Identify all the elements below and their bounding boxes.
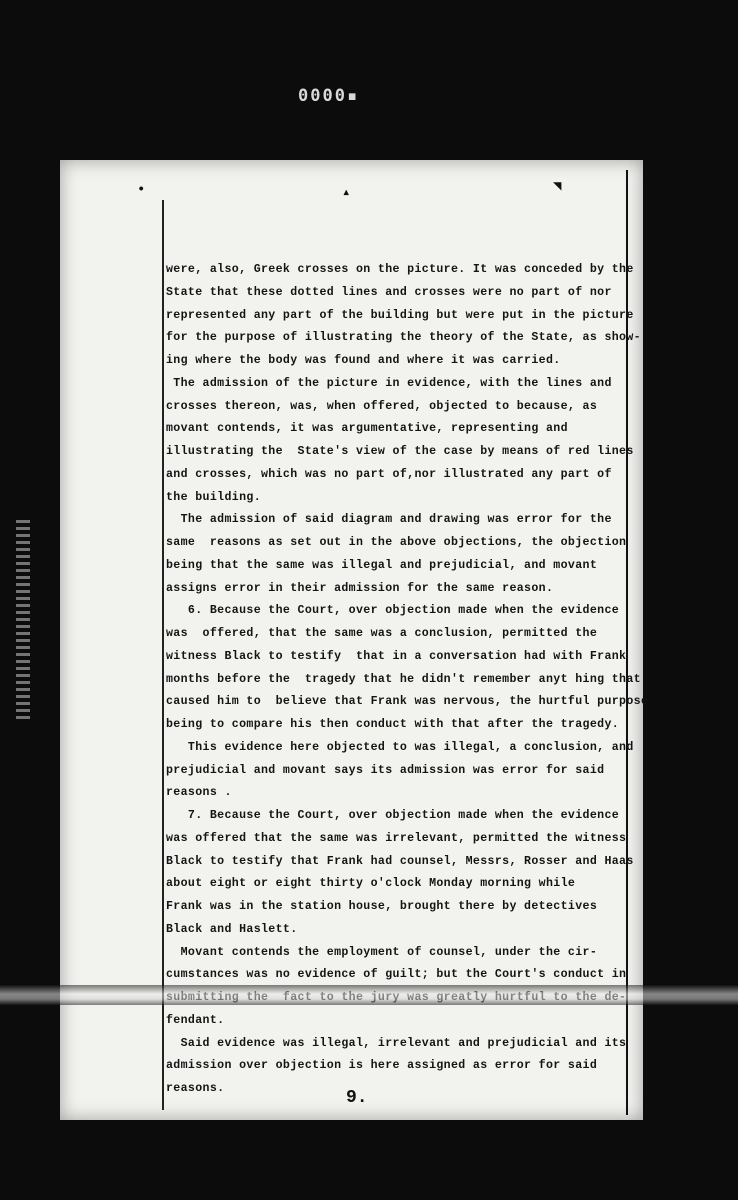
text-line: reasons. <box>166 1082 225 1095</box>
text-line: being that the same was illegal and prejudicial, and movant <box>166 558 598 572</box>
text-line: being to compare his then conduct with that after the tragedy. <box>166 718 620 731</box>
text-line: Frank was in the station house, brought there by detectives <box>166 900 598 913</box>
text-line: illustrating the State's view of the case by means of red lines <box>166 445 634 458</box>
ink-mark: ◥ <box>553 179 562 195</box>
text-line: about eight or eight thirty o'clock Monday morning while <box>166 877 576 891</box>
text-line: same reasons as set out in the above objections, the objection <box>166 536 627 549</box>
text-line: Movant contends the employment of counsel, under the cir- <box>166 945 598 959</box>
text-line: caused him to believe that Frank was nervous, the hurtful purpose <box>166 695 649 709</box>
text-line: the building. <box>166 490 261 504</box>
text-line: crosses thereon, was, when offered, objected to because, as <box>166 399 598 413</box>
text-line: Black and Haslett. <box>166 922 298 936</box>
margin-rule <box>162 200 164 1110</box>
text-line: for the purpose of illustrating the theory of the State, as show- <box>166 331 641 345</box>
film-edge-artifact <box>16 520 30 720</box>
text-line: assigns error in their admission for the same reason. <box>166 581 554 595</box>
ink-mark: ▴ <box>342 185 351 201</box>
text-line: ing where the body was found and where it was carried. <box>166 354 561 367</box>
text-line: represented any part of the building but were put in the picture <box>166 308 634 322</box>
text-line: State that these dotted lines and crosses were no part of nor <box>166 285 612 299</box>
text-line: 6. Because the Court, over objection made when the evidence <box>166 604 620 618</box>
text-line: and crosses, which was no part of,nor illustrated any part of <box>166 467 612 481</box>
text-line: The admission of the picture in evidence, with the lines and <box>166 376 612 390</box>
text-line: witness Black to testify that in a conversation had with Frank <box>166 649 627 663</box>
text-line: months before the tragedy that he didn't remember anyt hing that <box>166 672 641 686</box>
fold-band <box>0 985 738 1005</box>
text-line: This evidence here objected to was illegal, a conclusion, and <box>166 740 634 754</box>
text-line: movant contends, it was argumentative, representing and <box>166 422 568 436</box>
text-line: was offered that the same was irrelevant, permitted the witness <box>166 831 627 845</box>
punch-mark: • <box>137 182 146 198</box>
text-line: fendant. <box>166 1013 225 1027</box>
text-line: cumstances was no evidence of guilt; but the Court's conduct in <box>166 968 627 982</box>
text-line: reasons . <box>166 786 232 800</box>
text-line: Said evidence was illegal, irrelevant and prejudicial and its <box>166 1036 627 1050</box>
page-number: 9. <box>346 1088 368 1108</box>
text-line: admission over objection is here assigned as error for said <box>166 1059 598 1073</box>
text-line: were, also, Greek crosses on the picture. It was conceded by the <box>166 263 634 276</box>
microfilm-frame-id: 0000▪ <box>298 86 360 106</box>
text-line: prejudicial and movant says its admission was error for said <box>166 763 605 777</box>
text-line: was offered, that the same was a conclusion, permitted the <box>166 627 598 640</box>
text-line: The admission of said diagram and drawing was error for the <box>166 513 612 527</box>
text-line: Black to testify that Frank had counsel, Messrs, Rosser and Haas <box>166 854 634 868</box>
text-line: 7. Because the Court, over objection made when the evidence <box>166 809 620 822</box>
